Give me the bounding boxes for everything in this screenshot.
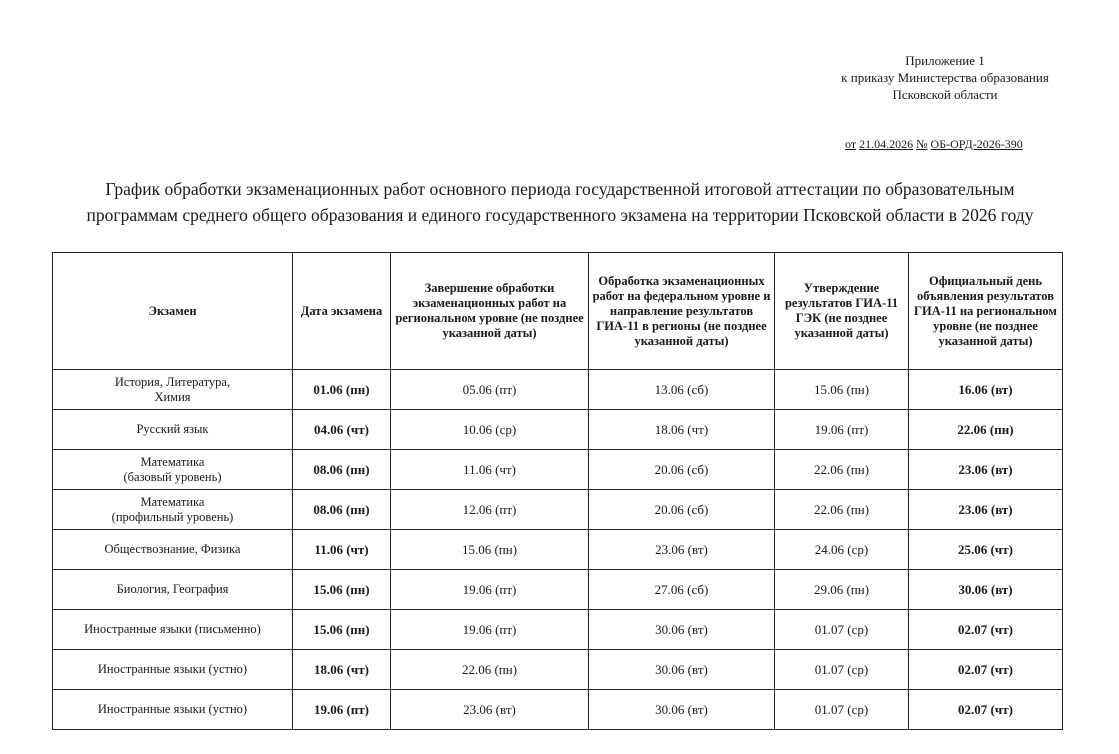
table-row <box>53 530 1063 570</box>
header-exam: Экзамен <box>53 253 293 370</box>
appendix-line: к приказу Министерства образования <box>841 70 1049 85</box>
header-regional-processing: Завершение обработки экзаменационных работ на региональном уровне (не позднее указанной даты) <box>391 253 589 370</box>
federal-processing-cell: 18.06 (чт) <box>589 410 775 450</box>
federal-processing-cell: 23.06 (вт) <box>589 530 775 570</box>
gek-approval-cell: 15.06 (пн) <box>775 370 909 410</box>
results-day-cell: 16.06 (вт) <box>909 370 1063 410</box>
exam-name-cell: Математика (базовый уровень) <box>53 450 293 490</box>
federal-processing-cell: 30.06 (вт) <box>589 690 775 730</box>
table-row <box>53 650 1063 690</box>
gek-approval-cell: 22.06 (пн) <box>775 450 909 490</box>
exam-name-cell: Иностранные языки (устно) <box>53 690 293 730</box>
exam-date-cell: 18.06 (чт) <box>293 650 391 690</box>
table-row <box>53 370 1063 410</box>
header-exam-date: Дата экзамена <box>293 253 391 370</box>
gek-approval-cell: 01.07 (ср) <box>775 650 909 690</box>
table-row <box>53 690 1063 730</box>
results-day-cell: 23.06 (вт) <box>909 450 1063 490</box>
results-day-cell: 22.06 (пн) <box>909 410 1063 450</box>
table-row <box>53 570 1063 610</box>
exam-date-cell: 08.06 (пн) <box>293 450 391 490</box>
exam-name-cell: Иностранные языки (письменно) <box>53 610 293 650</box>
federal-processing-cell: 30.06 (вт) <box>589 650 775 690</box>
header-gek-approval: Утверждение результатов ГИА-11 ГЭК (не позднее указанной даты) <box>775 253 909 370</box>
header-federal-processing: Обработка экзаменационных работ на федеральном уровне и направление результатов ГИА-11 в регионы (не позднее указанной даты) <box>589 253 775 370</box>
exam-date-cell: 11.06 (чт) <box>293 530 391 570</box>
exam-date-cell: 19.06 (пт) <box>293 690 391 730</box>
order-date-prefix: от <box>845 137 857 151</box>
federal-processing-cell: 27.06 (сб) <box>589 570 775 610</box>
gek-approval-cell: 29.06 (пн) <box>775 570 909 610</box>
results-day-cell: 23.06 (вт) <box>909 490 1063 530</box>
results-day-cell: 02.07 (чт) <box>909 650 1063 690</box>
gek-approval-cell: 24.06 (ср) <box>775 530 909 570</box>
exam-name-cell: Русский язык <box>53 410 293 450</box>
title-line: График обработки экзаменационных работ основного периода государственной итоговой аттестации по образовательным <box>105 179 1015 199</box>
order-number: ОБ-ОРД-2026-390 <box>930 137 1023 151</box>
title-line: программам среднего общего образования и единого государственного экзамена на территории Псковской области в 2026 году <box>86 205 1034 225</box>
exam-name-cell: Биология, География <box>53 570 293 610</box>
regional-processing-cell: 22.06 (пн) <box>391 650 589 690</box>
regional-processing-cell: 10.06 (ср) <box>391 410 589 450</box>
order-reference <box>845 137 1023 152</box>
results-day-cell: 30.06 (вт) <box>909 570 1063 610</box>
exam-name-cell: История, Литература, Химия <box>53 370 293 410</box>
table-row <box>53 490 1063 530</box>
federal-processing-cell: 20.06 (сб) <box>589 450 775 490</box>
exam-date-cell: 08.06 (пн) <box>293 490 391 530</box>
exam-date-cell: 15.06 (пн) <box>293 610 391 650</box>
document-title <box>30 176 1090 228</box>
table-row <box>53 410 1063 450</box>
exam-name-cell: Обществознание, Физика <box>53 530 293 570</box>
appendix-line: Приложение 1 <box>905 53 985 68</box>
exam-name-cell: Иностранные языки (устно) <box>53 650 293 690</box>
regional-processing-cell: 19.06 (пт) <box>391 610 589 650</box>
appendix-header <box>780 52 1110 103</box>
exam-date-cell: 01.06 (пн) <box>293 370 391 410</box>
exam-date-cell: 04.06 (чт) <box>293 410 391 450</box>
gek-approval-cell: 01.07 (ср) <box>775 610 909 650</box>
regional-processing-cell: 12.06 (пт) <box>391 490 589 530</box>
table-row <box>53 450 1063 490</box>
order-number-prefix: № <box>916 137 928 151</box>
gek-approval-cell: 19.06 (пт) <box>775 410 909 450</box>
federal-processing-cell: 13.06 (сб) <box>589 370 775 410</box>
results-day-cell: 02.07 (чт) <box>909 690 1063 730</box>
gek-approval-cell: 22.06 (пн) <box>775 490 909 530</box>
federal-processing-cell: 30.06 (вт) <box>589 610 775 650</box>
federal-processing-cell: 20.06 (сб) <box>589 490 775 530</box>
exam-schedule-table <box>52 252 1063 730</box>
results-day-cell: 02.07 (чт) <box>909 610 1063 650</box>
regional-processing-cell: 15.06 (пн) <box>391 530 589 570</box>
table-row <box>53 610 1063 650</box>
regional-processing-cell: 23.06 (вт) <box>391 690 589 730</box>
order-date: 21.04.2026 <box>859 137 914 151</box>
gek-approval-cell: 01.07 (ср) <box>775 690 909 730</box>
exam-name-cell: Математика (профильный уровень) <box>53 490 293 530</box>
results-day-cell: 25.06 (чт) <box>909 530 1063 570</box>
regional-processing-cell: 05.06 (пт) <box>391 370 589 410</box>
appendix-line: Псковской области <box>892 87 998 102</box>
header-official-results-day: Официальный день объявления результатов ГИА-11 на региональном уровне (не позднее указанной даты) <box>909 253 1063 370</box>
regional-processing-cell: 11.06 (чт) <box>391 450 589 490</box>
exam-date-cell: 15.06 (пн) <box>293 570 391 610</box>
regional-processing-cell: 19.06 (пт) <box>391 570 589 610</box>
